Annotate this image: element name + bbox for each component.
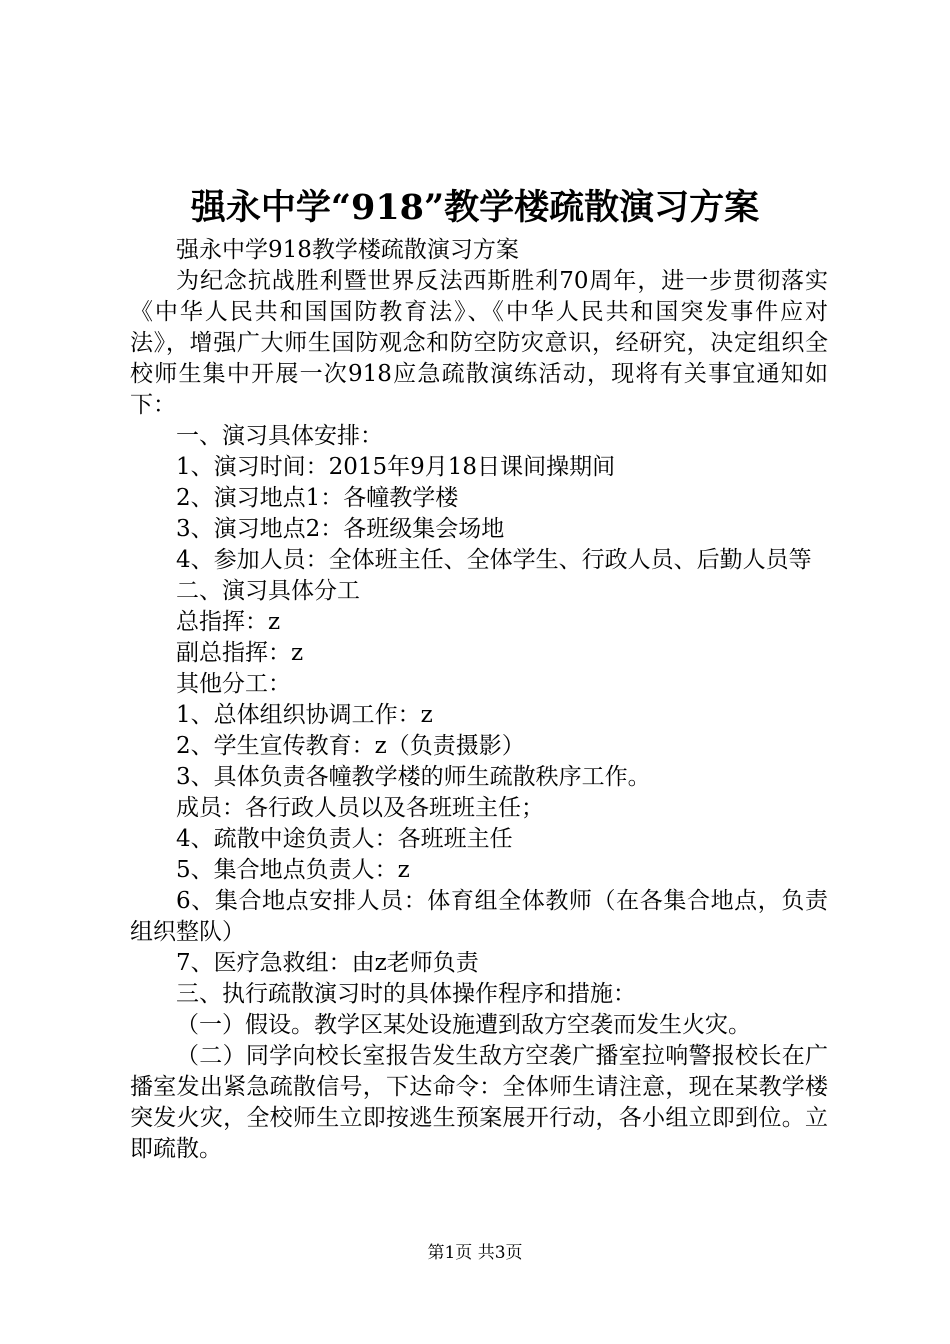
- paragraph: 其他分工：: [176, 671, 291, 697]
- document-title: 强永中学“918”教学楼疏散演习方案: [190, 187, 760, 228]
- section-heading: 一、演习具体安排：: [176, 423, 383, 449]
- list-item: 4、疏散中途负责人：各班班主任: [176, 826, 513, 852]
- paragraph: （一）假设。教学区某处设施遭到敌方空袭而发生火灾。: [176, 1012, 751, 1038]
- list-item: 7、医疗急救组：由z老师负责: [176, 950, 479, 976]
- list-item: 1、演习时间：2015年9月18日课间操期间: [176, 454, 616, 480]
- paragraph: 总指挥：z: [176, 609, 281, 635]
- list-item: 3、具体负责各幢教学楼的师生疏散秩序工作。: [176, 764, 651, 790]
- page-number-footer: 第1页 共3页: [427, 1243, 523, 1263]
- section-heading: 三、执行疏散演习时的具体操作程序和措施：: [176, 981, 636, 1007]
- document-body: [130, 235, 828, 1165]
- list-item: 2、演习地点1：各幢教学楼: [176, 485, 459, 511]
- paragraph: 成员：各行政人员以及各班班主任；: [176, 795, 544, 821]
- paragraph: （二）同学向校长室报告发生敌方空袭广播室拉响警报校长在广播室发出紧急疏散信号，下达命令：全体师生请注意，现在某教学楼突发火灾，全校师生立即按逃生预案展开行动，各小组立即到位。立即疏散。: [130, 1043, 828, 1162]
- paragraph: 强永中学918教学楼疏散演习方案: [176, 237, 519, 263]
- list-item: 4、参加人员：全体班主任、全体学生、行政人员、后勤人员等: [176, 547, 812, 573]
- paragraph: 为纪念抗战胜利暨世界反法西斯胜利70周年，进一步贯彻落实《中华人民共和国国防教育法》、《中华人民共和国突发事件应对法》，增强广大师生国防观念和防空防灾意识，经研究，决定组织全校师生集中开展一次918应急疏散演练活动，现将有关事宜通知如下：: [130, 268, 828, 418]
- paragraph: 副总指挥：z: [176, 640, 304, 666]
- list-item: 2、学生宣传教育：z（负责摄影）: [176, 733, 525, 759]
- list-item: 5、集合地点负责人：z: [176, 857, 410, 883]
- section-heading: 二、演习具体分工: [176, 578, 360, 604]
- list-item: 3、演习地点2：各班级集会场地: [176, 516, 505, 542]
- list-item: 6、集合地点安排人员：体育组全体教师（在各集合地点，负责组织整队）: [130, 888, 828, 945]
- list-item: 1、总体组织协调工作：z: [176, 702, 433, 728]
